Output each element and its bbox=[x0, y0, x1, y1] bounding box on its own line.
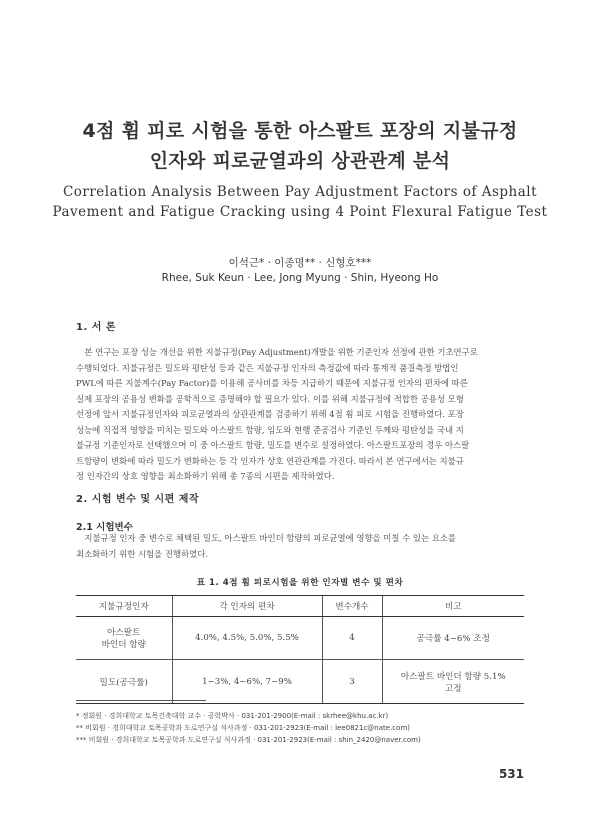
footnote-author-1: * 정회원 · 경희대학교 토목건축대학 교수 · 공학박사 · 031-201-2900(E-mail : skrhee@khu.ac.kr) bbox=[76, 712, 389, 720]
authors-english: Rhee, Suk Keun · Lee, Jong Myung · Shin, Hyeong Ho bbox=[161, 272, 439, 284]
body-line: 실제 포장의 공용성 변화를 공학적으로 증명해야 할 필요가 있다. 이를 위해 지불규정에 적합한 공용성 모형 bbox=[76, 393, 464, 404]
table-row bbox=[76, 660, 524, 704]
authors-korean: 이석근* · 이종명** · 신형호*** bbox=[228, 257, 372, 269]
body-line: 최소화하기 위한 시험을 진행하였다. bbox=[76, 548, 209, 559]
title-english-line-1: Correlation Analysis Between Pay Adjustment Factors of Asphalt bbox=[62, 184, 538, 200]
footnote-author-3: *** 비회원 · 경희대학교 토목공학과 도로연구실 석사과정 · 031-201-2923(E-mail : shin_2420@naver.com) bbox=[76, 736, 421, 744]
cell-line: 밀도(공극률) bbox=[99, 677, 148, 688]
title-korean-line-1: 4점 휨 피로 시험을 통한 아스팔트 포장의 지불규정 bbox=[82, 120, 518, 142]
body-line: 선정에 앞서 지불규정인자와 피로균열과의 상관관계를 검증하기 위해 4점 휨 피로 시험을 진행하였다. 포장 bbox=[76, 409, 464, 419]
body-line: 성능에 직접적 영향을 미치는 밀도와 아스팔트 함량, 임도와 현행 준공검사 기준인 두께와 평탄성을 국내 지 bbox=[76, 424, 464, 435]
table-header-row bbox=[76, 596, 524, 617]
factor-table bbox=[76, 595, 524, 704]
table-cell-count: 4 bbox=[322, 617, 382, 660]
cell-line: 아스팔트 bbox=[107, 628, 141, 638]
table-header-cell: 지불규정인자 bbox=[76, 596, 172, 617]
table-header-cell: 각 인자의 편차 bbox=[172, 596, 322, 617]
table-header-cell: 비고 bbox=[382, 596, 524, 617]
section-2-heading: 2. 시험 변수 및 시편 제작 bbox=[76, 494, 200, 505]
body-line: 정 인자간의 상호 영향을 최소화하기 위해 총 7종의 시편을 제작하였다. bbox=[76, 471, 335, 481]
footnote-author-2: ** 비회원 · 경희대학교 토목공학과 도로연구실 석사과정 · 031-201-2923(E-mail : lee0821c@nate.com) bbox=[76, 724, 410, 732]
body-line: 본 연구는 포장 성능 개선을 위한 지불규정(Pay Adjustment)개발을 위한 기준인자 선정에 관한 기초연구로 bbox=[76, 347, 478, 357]
cell-line: 공극률 4~6% 조정 bbox=[416, 634, 490, 644]
cell-line: 바인더 함량 bbox=[101, 640, 146, 650]
body-line: 수행되었다. 지불규정은 밀도와 평탄성 등과 같은 지불규정 인자의 측정값에 따라 통계적 품질측정 방법인 bbox=[76, 362, 459, 373]
title-english-line-2: Pavement and Fatigue Cracking using 4 Point Flexural Fatigue Test bbox=[52, 204, 548, 220]
table-cell-factor bbox=[76, 617, 172, 660]
page-number: 531 bbox=[498, 767, 524, 781]
body-line: 불규정 기준인자로 선택했으며 이 중 아스팔트 함량, 밀도를 변수로 설정하였다. 아스팔트포장의 경우 아스팔 bbox=[76, 440, 470, 450]
table-cell-deviation: 4.0%, 4.5%, 5.0%, 5.5% bbox=[172, 617, 322, 660]
table-cell-deviation: 1~3%, 4~6%, 7~9% bbox=[172, 660, 322, 704]
body-line: 트함량이 변화에 따라 밀도가 변화하는 등 각 인자가 상호 연관관계를 가진다. 따라서 본 연구에서는 지불규 bbox=[76, 455, 464, 466]
section-1-body bbox=[76, 345, 524, 485]
table-cell-note bbox=[382, 660, 524, 704]
table-caption: 표 1. 4점 휨 피로시험을 위한 인자별 변수 및 편차 bbox=[196, 578, 404, 588]
table-cell-factor bbox=[76, 660, 172, 704]
table-row bbox=[76, 617, 524, 660]
body-line: PWL에 따른 지불계수(Pay Factor)를 이용해 공사비를 차등 지급하기 때문에 지불규정 인자의 편차에 따른 bbox=[76, 378, 468, 388]
table-cell-note bbox=[382, 617, 524, 660]
table-cell-count: 3 bbox=[322, 660, 382, 704]
section-1-heading: 1. 서 론 bbox=[76, 322, 117, 333]
body-line: 지불규정 인자 중 변수로 채택된 밀도, 아스팔트 바인더 함량의 피로균열에 영향을 미칠 수 있는 요소를 bbox=[76, 533, 457, 543]
title-korean-line-2: 인자와 피로균열과의 상관관계 분석 bbox=[149, 150, 451, 172]
footnote-divider bbox=[76, 700, 206, 701]
cell-line: 고정 bbox=[444, 683, 462, 694]
cell-line: 아스팔트 바인더 함량 5.1% bbox=[400, 671, 506, 682]
table-header-cell: 변수개수 bbox=[322, 596, 382, 617]
section-2-body bbox=[76, 531, 524, 562]
subsection-2-1-heading: 2.1 시험변수 bbox=[76, 522, 133, 533]
